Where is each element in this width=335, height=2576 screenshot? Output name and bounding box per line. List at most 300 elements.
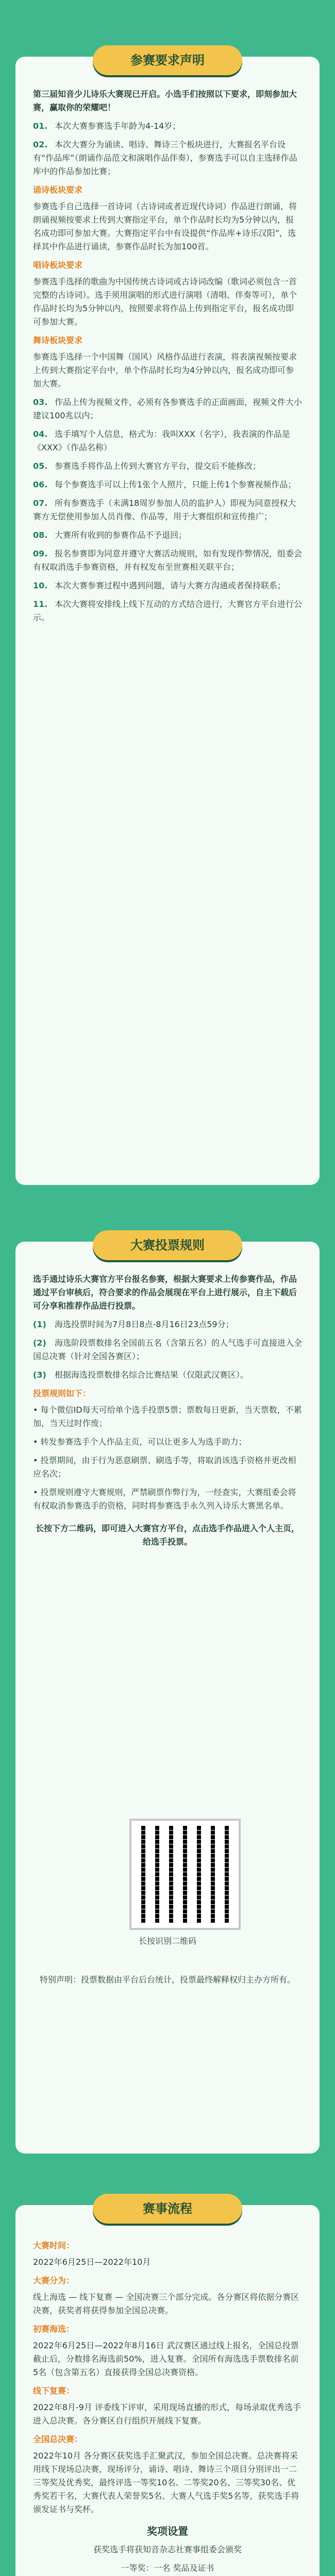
qr-cell (183, 1909, 187, 1913)
qr-cell (206, 1895, 210, 1900)
qr-cell (192, 1914, 196, 1918)
schedule-stage-label: 大赛分为： (33, 2276, 75, 2285)
qr-cell (225, 1858, 229, 1862)
requirement-item (33, 478, 302, 492)
qr-cell (169, 1905, 173, 1909)
qr-cell (174, 1891, 178, 1895)
qr-cell (183, 1877, 187, 1881)
qr-cell (192, 1835, 196, 1839)
qr-cell (215, 1826, 220, 1830)
qr-cell (220, 1882, 224, 1886)
qr-cell (164, 1886, 169, 1890)
qr-cell (215, 1905, 220, 1909)
qr-cell (174, 1858, 178, 1862)
qr-cell (146, 1840, 150, 1844)
qr-cell (206, 1858, 210, 1862)
qr-cell (141, 1895, 145, 1900)
schedule-stage-label: 全国总决赛： (33, 2434, 83, 2444)
qr-cell (215, 1886, 220, 1890)
qr-cell (137, 1854, 141, 1858)
requirement-item (33, 529, 302, 542)
qr-cell (183, 1886, 187, 1890)
requirement-item (33, 396, 302, 422)
qr-cell (160, 1905, 164, 1909)
qr-cell (192, 1919, 196, 1923)
qr-cell (164, 1914, 169, 1918)
requirements-list (33, 120, 302, 624)
qr-cell (202, 1877, 206, 1881)
qr-cell (225, 1840, 229, 1844)
qr-cell (206, 1831, 210, 1835)
qr-cell (150, 1900, 155, 1904)
qr-cell (225, 1872, 229, 1876)
schedule-stage-text: 2022年8月-9月 评委线下评审，采用现场直播的形式，每场录取优秀选手进入总决赛。各分赛区自行组织开展线下复赛。 (33, 2402, 301, 2426)
qr-caption: 长按识别二维码 (138, 1936, 196, 1946)
qr-cell (141, 1863, 145, 1867)
qr-cell (174, 1900, 178, 1904)
qr-cell (229, 1831, 233, 1835)
qr-cell (206, 1919, 210, 1923)
requirement-item (33, 138, 302, 178)
qr-cell (155, 1835, 159, 1839)
qr-cell (183, 1863, 187, 1867)
qr-cell (169, 1826, 173, 1830)
qr-cell (150, 1872, 155, 1876)
qr-cell (164, 1840, 169, 1844)
qr-cell (178, 1858, 182, 1862)
qr-cell (225, 1854, 229, 1858)
qr-cell (211, 1909, 215, 1913)
qr-cell (150, 1840, 155, 1844)
qr-cell (225, 1835, 229, 1839)
voting-rules-title: 投票规则如下： (33, 1388, 91, 1398)
qr-cell (192, 1900, 196, 1904)
qr-cell (174, 1831, 178, 1835)
qr-cell (183, 1919, 187, 1923)
qr-cell (206, 1900, 210, 1904)
qr-cell (137, 1840, 141, 1844)
qr-cell (164, 1835, 169, 1839)
qr-cell (197, 1868, 201, 1872)
prize-item: 一等奖：一名 奖品及证书 (121, 2563, 214, 2573)
qr-cell (192, 1905, 196, 1909)
qr-cell (202, 1914, 206, 1918)
qr-cell (211, 1835, 215, 1839)
qr-cell (229, 1886, 233, 1890)
qr-cell (192, 1872, 196, 1876)
qr-cell (164, 1882, 169, 1886)
qr-cell (220, 1858, 224, 1862)
schedule-stage-label: 大赛时间： (33, 2241, 75, 2250)
qr-cell (160, 1914, 164, 1918)
qr-cell (178, 1882, 182, 1886)
qr-cell (206, 1882, 210, 1886)
qr-cell (160, 1895, 164, 1900)
qr-cell (137, 1919, 141, 1923)
qr-cell (211, 1831, 215, 1835)
qr-cell (178, 1905, 182, 1909)
requirement-item-text: 选手填写个人信息，格式为：我叫XXX（名字），我表演的作品是《XXX》（作品名称） (33, 429, 290, 452)
qr-cell (146, 1905, 150, 1909)
qr-cell (183, 1905, 187, 1909)
qr-cell (169, 1844, 173, 1849)
qr-cell (183, 1914, 187, 1918)
qr-cell (220, 1891, 224, 1895)
requirement-item (33, 259, 302, 329)
qr-cell (155, 1826, 159, 1830)
qr-cell (188, 1905, 192, 1909)
qr-cell (174, 1840, 178, 1844)
qr-cell (211, 1895, 215, 1900)
qr-cell (188, 1835, 192, 1839)
schedule-title: 赛事流程 (93, 2194, 242, 2224)
qr-cell (192, 1868, 196, 1872)
qr-cell (229, 1909, 233, 1913)
qr-cell (229, 1872, 233, 1876)
voting-item-number: (2) (33, 1338, 46, 1348)
qr-cell (141, 1844, 145, 1849)
qr-cell (141, 1854, 145, 1858)
qr-cell (141, 1826, 145, 1830)
qr-cell (197, 1900, 201, 1904)
qr-cell (155, 1858, 159, 1862)
qr-cell (150, 1882, 155, 1886)
qr-cell (141, 1882, 145, 1886)
requirements-title: 参赛要求声明 (93, 45, 242, 75)
qr-cell (146, 1858, 150, 1862)
qr-cell (150, 1919, 155, 1923)
schedule-stage (33, 2433, 302, 2516)
requirement-item-text: 大赛所有收到的参赛作品不予退回； (55, 530, 187, 540)
qr-cell (225, 1919, 229, 1923)
qr-cell (150, 1844, 155, 1849)
qr-cell (206, 1905, 210, 1909)
qr-cell (215, 1914, 220, 1918)
qr-cell (188, 1849, 192, 1853)
qr-cell (164, 1872, 169, 1876)
qr-cell (202, 1826, 206, 1830)
qr-cell (183, 1831, 187, 1835)
qr-cell (169, 1882, 173, 1886)
qr-cell (137, 1909, 141, 1913)
qr-cell (150, 1895, 155, 1900)
qr-cell (155, 1886, 159, 1890)
qr-cell (188, 1891, 192, 1895)
qr-cell (150, 1854, 155, 1858)
qr-cell (155, 1891, 159, 1895)
qr-cell (183, 1826, 187, 1830)
qr-code[interactable] (129, 1819, 241, 1930)
qr-cell (164, 1868, 169, 1872)
qr-cell (188, 1914, 192, 1918)
qr-cell (169, 1835, 173, 1839)
qr-cell (160, 1849, 164, 1853)
qr-cell (197, 1854, 201, 1858)
qr-cell (192, 1840, 196, 1844)
qr-cell (197, 1840, 201, 1844)
qr-cell (160, 1863, 164, 1867)
qr-cell (192, 1882, 196, 1886)
qr-cell (229, 1900, 233, 1904)
qr-cell (188, 1877, 192, 1881)
qr-cell (188, 1895, 192, 1900)
qr-cell (146, 1831, 150, 1835)
requirement-item-number: 02. (33, 140, 48, 149)
qr-cell (197, 1831, 201, 1835)
requirement-item (33, 334, 302, 391)
requirements-card (15, 53, 320, 1185)
qr-cell (137, 1835, 141, 1839)
qr-cell (160, 1868, 164, 1872)
qr-cell (188, 1844, 192, 1849)
qr-cell (141, 1835, 145, 1839)
qr-cell (146, 1835, 150, 1839)
qr-cell (183, 1844, 187, 1849)
qr-cell (192, 1863, 196, 1867)
qr-cell (229, 1905, 233, 1909)
qr-cell (178, 1840, 182, 1844)
qr-cell (220, 1835, 224, 1839)
qr-cell (220, 1905, 224, 1909)
qr-cell (160, 1872, 164, 1876)
qr-cell (192, 1895, 196, 1900)
qr-cell (220, 1863, 224, 1867)
qr-cell (137, 1863, 141, 1867)
qr-cell (174, 1835, 178, 1839)
qr-cell (192, 1891, 196, 1895)
qr-cell (188, 1882, 192, 1886)
qr-cell (178, 1863, 182, 1867)
qr-cell (197, 1858, 201, 1862)
qr-cell (146, 1919, 150, 1923)
voting-rule: • 每个微信ID每天可给单个选手投票5票；票数每日更新，当天票数，不累加，当天过时作废； (33, 1405, 302, 1428)
qr-cell (188, 1919, 192, 1923)
requirement-item-text: 本次大赛参赛选手年龄为4-14岁； (55, 121, 181, 131)
qr-cell (141, 1858, 145, 1862)
requirement-item-text: 参赛选手将作品上传到大赛官方平台，提交后不能修改； (55, 461, 261, 471)
qr-cell (178, 1895, 182, 1900)
requirement-item (33, 183, 302, 253)
schedule-stage-text: 2022年6月25日—2022年8月16日 武汉赛区通过线上报名，全国总投票截止后，分数排名海选前50%，进入复赛。全国所有海选选手票数排名前5名（包含第五名）直接获得全国总决赛资格。 (33, 2341, 299, 2377)
qr-cell (220, 1909, 224, 1913)
voting-rule: • 投票期间，由于行为恶意刷票、刷选手等，将取消该选手资格并更改相应名次； (33, 1455, 296, 1479)
qr-cell (183, 1900, 187, 1904)
qr-cell (215, 1909, 220, 1913)
requirement-item (33, 497, 302, 523)
qr-cell (197, 1905, 201, 1909)
qr-cell (192, 1858, 196, 1862)
qr-cell (188, 1858, 192, 1862)
qr-cell (150, 1909, 155, 1913)
qr-cell (150, 1863, 155, 1867)
requirement-item-number: 06. (33, 480, 48, 489)
qr-cell (229, 1914, 233, 1918)
qr-cell (178, 1900, 182, 1904)
qr-cell (215, 1858, 220, 1862)
qr-cell (141, 1831, 145, 1835)
schedule-stage-label: 初赛海选： (33, 2324, 75, 2334)
qr-cell (137, 1905, 141, 1909)
qr-cell (202, 1895, 206, 1900)
qr-cell (197, 1872, 201, 1876)
qr-cell (164, 1900, 169, 1904)
qr-cell (137, 1849, 141, 1853)
qr-cell (155, 1872, 159, 1876)
qr-cell (202, 1868, 206, 1872)
qr-cell (141, 1886, 145, 1890)
qr-cell (220, 1854, 224, 1858)
qr-cell (215, 1849, 220, 1853)
voting-notice: 特别声明：投票数据由平台后台统计，投票最终解释权归主办方所有。 (39, 1975, 295, 1985)
voting-title: 大赛投票规则 (93, 1230, 242, 1260)
qr-cell (174, 1844, 178, 1849)
schedule-stage-text: 2022年10月 各分赛区获奖选手汇聚武汉，参加全国总决赛。总决赛将采用线下现场总决赛，现场评分，诵诗、唱诗、舞诗三个项目分别评出一二三等奖及优秀奖，最终评选一等奖10名、二等奖20名、三等奖30名、优秀奖若干名，大赛代表人荣誉奖5名、大赛人气选手奖5名等，获奖选手将颁发证书与奖杯。 (33, 2451, 299, 2514)
qr-cell (155, 1840, 159, 1844)
qr-cell (215, 1872, 220, 1876)
qr-cell (146, 1868, 150, 1872)
qr-cell (215, 1895, 220, 1900)
qr-cell (146, 1854, 150, 1858)
qr-cell (220, 1840, 224, 1844)
qr-cell (150, 1849, 155, 1853)
requirement-item-text: 每个参赛选手可以上传1张个人照片，只能上传1个参赛视频作品； (55, 480, 296, 489)
qr-cell (160, 1835, 164, 1839)
schedule-stage (33, 2323, 302, 2379)
qr-cell (174, 1909, 178, 1913)
qr-cell (183, 1895, 187, 1900)
qr-cell (178, 1844, 182, 1849)
qr-cell (211, 1863, 215, 1867)
qr-cell (202, 1919, 206, 1923)
qr-cell (220, 1872, 224, 1876)
qr-cell (146, 1849, 150, 1853)
qr-cell (146, 1872, 150, 1876)
qr-cell (174, 1872, 178, 1876)
qr-cell (174, 1877, 178, 1881)
qr-cell (211, 1872, 215, 1876)
qr-cell (206, 1840, 210, 1844)
qr-cell (183, 1854, 187, 1858)
qr-cell (164, 1891, 169, 1895)
qr-cell (164, 1849, 169, 1853)
qr-cell (202, 1872, 206, 1876)
voting-content (33, 1273, 302, 1554)
qr-cell (160, 1840, 164, 1844)
qr-cell (229, 1844, 233, 1849)
qr-cell (215, 1840, 220, 1844)
schedule-stage-text: 线上海选 — 线下复赛 — 全国决赛三个部分完成。各分赛区将依据分赛区决赛，获奖者将获得参加全国总决赛。 (33, 2292, 299, 2315)
requirement-item-number: 01. (33, 121, 48, 131)
qr-cell (183, 1858, 187, 1862)
qr-cell (164, 1831, 169, 1835)
qr-cell (188, 1840, 192, 1844)
requirement-item-subtitle: 诵诗板块要求 (33, 185, 83, 195)
qr-cell (206, 1844, 210, 1849)
qr-cell (146, 1895, 150, 1900)
qr-cell (206, 1835, 210, 1839)
qr-cell (146, 1914, 150, 1918)
qr-cell (150, 1886, 155, 1890)
qr-cell (225, 1891, 229, 1895)
qr-cell (192, 1826, 196, 1830)
qr-cell (155, 1914, 159, 1918)
qr-cell (197, 1914, 201, 1918)
qr-cell (164, 1826, 169, 1830)
qr-cell (169, 1914, 173, 1918)
qr-cell (178, 1868, 182, 1872)
voting-item-number: (3) (33, 1370, 46, 1380)
qr-cell (137, 1891, 141, 1895)
qr-cell (150, 1831, 155, 1835)
qr-cell (225, 1886, 229, 1890)
qr-cell (197, 1882, 201, 1886)
qr-cell (164, 1854, 169, 1858)
requirement-item-subtitle: 舞诗板块要求 (33, 335, 83, 345)
qr-cell (137, 1858, 141, 1862)
qr-cell (197, 1886, 201, 1890)
qr-cell (160, 1826, 164, 1830)
qr-cell (202, 1863, 206, 1867)
schedule-stage (33, 2274, 302, 2317)
qr-cell (225, 1849, 229, 1853)
qr-cell (155, 1909, 159, 1913)
qr-cell (174, 1905, 178, 1909)
qr-cell (211, 1886, 215, 1890)
qr-cell (215, 1854, 220, 1858)
qr-cell (155, 1831, 159, 1835)
qr-cell (164, 1909, 169, 1913)
qr-cell (188, 1909, 192, 1913)
qr-cell (146, 1863, 150, 1867)
requirement-item-number: 09. (33, 549, 48, 558)
qr-cell (160, 1909, 164, 1913)
qr-cell (178, 1872, 182, 1876)
qr-cell (197, 1844, 201, 1849)
qr-cell (169, 1886, 173, 1890)
qr-cell (229, 1863, 233, 1867)
qr-cell (164, 1858, 169, 1862)
qr-cell (220, 1826, 224, 1830)
qr-cell (141, 1891, 145, 1895)
qr-cell (225, 1905, 229, 1909)
qr-cell (211, 1882, 215, 1886)
qr-cell (160, 1882, 164, 1886)
qr-cell (229, 1877, 233, 1881)
qr-cell (206, 1849, 210, 1853)
qr-cell (141, 1914, 145, 1918)
qr-cell (146, 1844, 150, 1849)
qr-cell (197, 1891, 201, 1895)
qr-cell (178, 1835, 182, 1839)
qr-cell (141, 1877, 145, 1881)
qr-cell (206, 1872, 210, 1876)
qr-cell (229, 1858, 233, 1862)
requirement-item-text: 作品上传为视频文件，必须有各参赛选手的正面画面，视频文件大小建议100兆以内； (33, 397, 303, 420)
qr-cell (155, 1849, 159, 1853)
qr-cell (192, 1844, 196, 1849)
qr-cell (229, 1826, 233, 1830)
qr-cell (211, 1849, 215, 1853)
qr-cell (150, 1826, 155, 1830)
qr-cell (150, 1868, 155, 1872)
qr-cell (220, 1831, 224, 1835)
qr-cell (141, 1909, 145, 1913)
requirement-item (33, 460, 302, 473)
qr-cell (206, 1914, 210, 1918)
qr-cell (220, 1844, 224, 1849)
qr-cell (169, 1919, 173, 1923)
qr-cell (146, 1877, 150, 1881)
